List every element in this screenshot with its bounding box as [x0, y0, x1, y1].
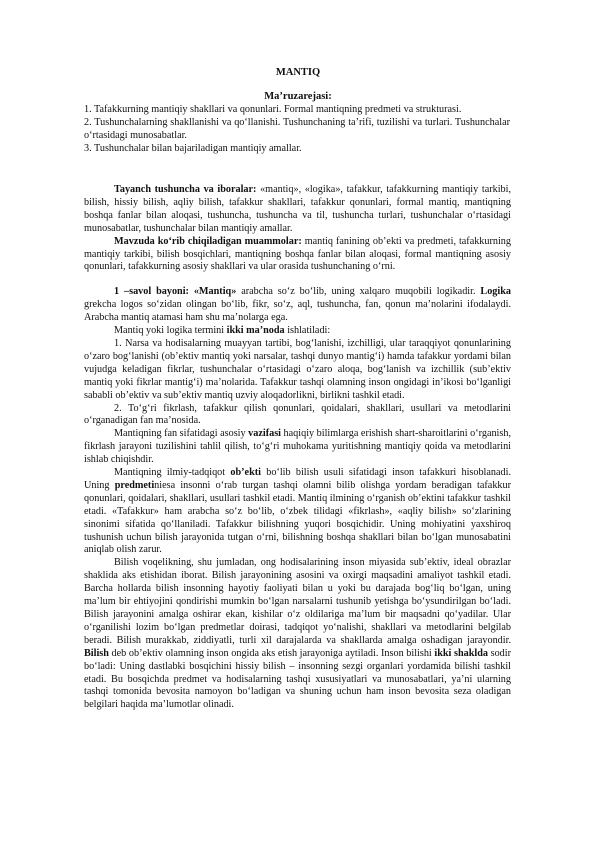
body-paragraph	[84, 557, 511, 712]
text-run: ishlatiladi:	[284, 325, 331, 337]
key-terms-text: «mantiq», «logika», tafakkur, tafakkurning mantiqiy tarkibi, bilish, hissiy bilish, aqliy bilish, tafakkur shakllari, tafakkur qonunlari, formal mantiq, mantiqning boshqa fanlar bilan aloqasi, tushuncha, tushuncha va til, tushuncha turlari, tushunchalar o‘rtasidagi munosabatlar, tushunchalar bilan mantiqiy amallar.	[84, 184, 512, 234]
page-title: MANTIQ	[275, 67, 321, 78]
body-paragraph	[84, 428, 511, 467]
bold-term: Bilish	[84, 647, 109, 659]
body-paragraph	[84, 325, 511, 338]
bold-term: Logika	[480, 286, 511, 298]
text-run: arabcha so‘z bo‘lib, uning xalqaro muqobili logikadir.	[236, 286, 481, 298]
key-terms-paragraph	[84, 184, 511, 236]
text-run: Mantiq yoki logika termini	[114, 325, 227, 337]
lecture-plan-list	[84, 104, 510, 156]
lecture-plan-heading: Ma’ruzarejasi:	[264, 91, 332, 102]
bold-term: ob’ekti	[230, 467, 261, 479]
text-run: haqiqiy bilimlarga erishish shart-sharoitlarini o‘rganish, fikrlash jarayoni tuzilishini tahlil qilish, to‘g‘ri muhokama yuritishning mantiqiy qoida va metodlarini ishlab chiqishdir.	[84, 428, 511, 466]
body-paragraph: 1. Narsa va hodisalarning muayyan tartibi, bog‘lanishi, izchilligi, ular taraqqiyot qonunlarining o‘zaro bog‘lanishi (ob’ektiv mantiq yoki narsalar, tashqi dunyo mantig‘i) hamda tafakkur yordami bilan vujudga keladigan fikrlar, tushunchalar o‘rtasidagi o‘zaro aloqa, bog‘lanish va izchillik (sub’ektiv mantiq yoki fikrlar mantig‘i) ma’nolarida. Tafakkur tashqi olamning inson ongidagi in’ikosi bo‘lganligi sababli ob’ektiv va sub’ektiv mantiq uzviy aloqadorlikni, birlikni tashkil etadi.	[84, 337, 511, 401]
plan-item: 1. Tafakkurning mantiqiy shakllari va qonunlari. Formal mantiqning predmeti va strukturasi.	[84, 104, 462, 115]
paragraph-gap	[84, 274, 511, 286]
document-body	[84, 184, 511, 712]
problems-label: Mavzuda ko‘rib chiqiladigan muammolar:	[114, 235, 302, 247]
plan-item: 2. Tushunchalarning shakllanishi va qo‘llanishi. Tushunchaning ta’rifi, tuzilishi va turlari. Tushunchalar o‘rtasidagi munosabatlar.	[84, 116, 510, 141]
text-run: deb ob’ektiv olamning inson ongida aks etish jarayoniga aytiladi. Inson bilishi	[108, 647, 435, 659]
text-run: Mantiqning fan sifatidagi asosiy	[114, 428, 249, 440]
body-paragraph	[84, 467, 511, 557]
problems-text: mantiq fanining ob’ekti va predmeti, tafakkurning mantiqiy tarkibi, bilish bosqichlari, mantiqning boshqa fanlar bilan aloqasi, formal mantiqning asosiy qonunlari, tafakkurning asosiy shakllari va ular orasida tushunchaning o‘rni.	[84, 235, 511, 273]
problems-paragraph	[84, 236, 511, 275]
key-terms-label: Tayanch tushuncha va iboralar:	[114, 184, 257, 195]
text-run: Mantiqning ilmiy-tadqiqot	[114, 467, 231, 479]
body-paragraph: 2. To‘g‘ri fikrlash, tafakkur qilish qonunlari, qoidalari, shakllari, usullari va metodlarini o‘rganadigan fan ma’nosida.	[84, 402, 511, 427]
bold-term: predmeti	[114, 479, 155, 491]
text-run: sodir bo‘ladi: Uning dastlabki bosqichini hissiy bilish – insonning sezgi organlari yordamida bilishi tashkil etadi. Bu bosqichda predmet va hodisalarning tashqi xususiyatlari va munosabatlari, ya’ni ularning tashqi tomonida bevosita namoyon bo‘ladigan va shuning uchun ham inson bevosita seza oladigan belgilari haqida ma’lumotlar olinadi.	[84, 647, 511, 711]
text-run: niesa insonni o‘rab turgan tashqi olamni bilib olishga yordam beradigan tafakkur qonunlari, qoidalari, shakllari, usullari tashkil etadi. Mantiq ilmining o‘rganish ob’ektini tafakkur tashkil etadi. «Tafakkur» ham arabcha so‘z bo‘lib, o‘zbek tilidagi «fikrlash», «aqliy bilish» so‘zlarining sinonimi sifatida qo‘llaniladi. Tafakkur bilishning yuqori bosqichidir. Uning mohiyatini yaxshiroq tushunish uchun bilish jarayonida tutgan o‘rni, bilishning boshqa shakllari bilan bo‘lgan munosabatini aniqlab olish zarur.	[84, 479, 511, 556]
text-run: grekcha logos so‘zidan olingan bo‘lib, fikr, so‘z, aql, tushuncha, fan, qonun ma’nolarini ifodalaydi. Arabcha mantiq atamasi ham shu ma’nolarga ega.	[84, 299, 511, 324]
bold-term: vazifasi	[248, 428, 281, 440]
question-one-paragraph	[84, 286, 511, 325]
plan-item: 3. Tushunchalar bilan bajariladigan mantiqiy amallar.	[84, 142, 302, 154]
text-run: Bilish voqelikning, shu jumladan, ong hodisalarining inson miyasida sub’ektiv, ideal obrazlar shaklida aks etishidan iborat. Bilish jarayonining asosini va oxirgi maqsadini amaliyot tashkil etadi. Barcha hollarda bilish insonning hayotiy faoliyati bilan u yoki bu darajada bog‘liq bo‘lgan, uning ma’lum bir ehtiyojini qondirishi mumkin bo‘lgan narsalarni tushunib yetishga bo‘ysundirilgan bo‘ladi. Bilish jarayonini amalga oshirar ekan, kishilar o‘z oldilariga ma’lum bir maqsadni qo‘yadilar. Ular o‘rganilishi lozim bo‘lgan predmetlar doirasi, tadqiqot yo‘nalishi, shakllari va metodlarini belgilab beradi. Bilish murakkab, ziddiyatli, turli xil darajalarda va shakllarda amalga oshadigan jarayondir.	[84, 557, 511, 646]
bold-term: ikki ma’noda	[226, 325, 285, 337]
bold-term: ikki shaklda	[434, 647, 488, 659]
question-one-label: 1 –savol bayoni: «Mantiq»	[114, 286, 237, 298]
text-run: bo‘lib bilish usuli sifatidagi inson tafakkuri hisoblanadi. Uning	[84, 467, 511, 491]
